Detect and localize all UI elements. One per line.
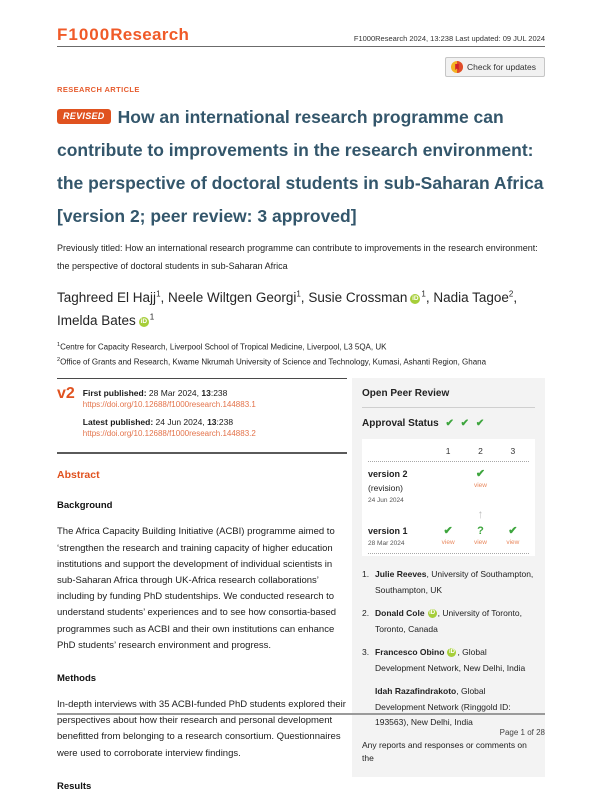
results-heading: Results (57, 780, 92, 792)
approve-check-icon: ✔ (475, 418, 485, 430)
reviewer-item: Idah Razafindrakoto, Global Development Network (Ringgold ID: 193563), New Delhi, India (375, 686, 511, 728)
reviewer-col-2: 2 (478, 446, 483, 457)
version-arrow-row (368, 504, 529, 526)
affiliation-ref: 1 (156, 289, 161, 298)
version-2-row (368, 469, 529, 504)
reviewer-column-headers (368, 446, 529, 461)
version-2-note: (revision) (368, 483, 403, 494)
version-tag: v2 (57, 385, 75, 403)
reviewer-name[interactable]: Idah Razafindrakoto (375, 686, 457, 697)
crossmark-icon (451, 61, 463, 73)
latest-published: Latest published: 24 Jun 2024, 13:238 https://doi.org/10.12688/f1000research.144883.2 (82, 417, 256, 439)
orcid-icon[interactable]: iD (140, 318, 148, 325)
approval-status: Approval Status ✔ ✔ ✔ (362, 418, 485, 430)
publication-dates (83, 387, 256, 445)
logo-f1000: F1000 (57, 25, 111, 44)
author[interactable]: Taghreed El Hajj$^1$, (57, 289, 169, 305)
methods-heading: Methods (57, 672, 97, 684)
article-type: RESEARCH ARTICLE (57, 85, 140, 94)
version-1-date: 28 Mar 2024 (368, 540, 405, 548)
question-mark-icon: ? (477, 525, 484, 538)
peer-review-footnote: Any reports and responses or comments on the (362, 739, 527, 763)
reviewer-col-1: 1 (445, 446, 451, 457)
approve-check-icon: ✔ (445, 418, 454, 430)
reviewer-name[interactable]: Julie Reeves (375, 569, 427, 580)
reviewer-name[interactable]: Donald Cole (375, 608, 425, 619)
check-for-updates-label: Check for updates (467, 62, 536, 72)
citation-line: F1000Research 2024, 13:238 Last updated: 09 JUL 2024 (353, 34, 545, 43)
abstract-heading: Abstract (57, 469, 100, 482)
author-list (57, 284, 545, 331)
divider (368, 553, 529, 554)
view-report-link[interactable]: view (441, 539, 455, 547)
approve-check-icon: ✔ (475, 468, 486, 481)
view-report-link[interactable]: view (473, 482, 487, 490)
affiliations (57, 341, 545, 366)
background-heading: Background (57, 500, 113, 512)
author[interactable]: Nadia Tagoe$^2$, (433, 289, 518, 305)
revised-badge: REVISED (57, 109, 111, 124)
reviewer-item: 2. Donald Cole iD , University of Toronto, Toronto, Canada (362, 608, 523, 634)
approve-check-icon: ✔ (443, 525, 453, 538)
first-doi-link[interactable]: https://doi.org/10.12688/f1000research.144883.1 (82, 400, 256, 410)
article-title (57, 101, 545, 233)
reviewer-name[interactable]: Francesco Obino (375, 647, 445, 658)
peer-review-title: Open Peer Review (362, 388, 535, 408)
author[interactable]: Susie Crossman iD $^1$, (308, 289, 434, 305)
methods-text: In-depth interviews with 35 ACBI-funded PhD students explored their perspectives about how their research and personal development benefitted from belonging to a research consortium. Questionnaires were used to corroborate interview findings. (57, 698, 346, 759)
latest-doi-link[interactable]: https://doi.org/10.12688/f1000research.144883.2 (82, 429, 256, 439)
approve-check-icon: ✔ (508, 525, 518, 538)
affiliation-ref: 1 (149, 312, 155, 322)
view-report-link[interactable]: view (506, 539, 520, 547)
first-published: First published: 28 Mar 2024, 13:238 https://doi.org/10.12688/f1000research.144883.1 (82, 388, 256, 410)
orcid-icon[interactable]: iD (429, 610, 436, 617)
affiliation-2: $^2$Office of Grants and Research, Kwame Nkrumah University of Science and Technology, Kumasi, Ashanti Region, Ghana (57, 356, 487, 367)
affiliation-1: $^1$Centre for Capacity Research, Liverpool School of Tropical Medicine, Liverpool, L3 5QA, UK (57, 342, 387, 352)
affiliation-ref: 1 (421, 289, 426, 298)
reviewer-list (362, 567, 535, 731)
page-footer (57, 713, 545, 737)
orcid-icon[interactable]: iD (448, 649, 455, 656)
publication-block (57, 378, 347, 454)
previously-titled: Previously titled: How an international research programme can contribute to improvements in the research environment: the perspective of doctoral students in sub-Saharan Africa (57, 243, 538, 271)
author[interactable]: Neele Wiltgen Georgi$^1$, (168, 289, 309, 305)
logo-research: Research (110, 25, 190, 44)
affiliation-ref: 1 (296, 289, 301, 298)
background-text: The Africa Capacity Building Initiative (ACBI) programme aimed to ‘strengthen the research and training capacity of higher education institutions and support the development of individual scientists in sub-Saharan Africa through UK-Africa research collaborations’ including by funding PhD studentships. We conducted research to understand students’ experiences and to see how consortia-based programmes such as ACBI and their own institutions can enhance PhD students’ research environment and progress. (57, 526, 337, 651)
version-1-row (368, 526, 529, 547)
header (57, 26, 545, 47)
affiliation-ref: 2 (508, 289, 514, 298)
version-2-date: 24 Jun 2024 (368, 497, 404, 505)
updates-row (57, 57, 545, 77)
view-report-link[interactable]: view (473, 539, 487, 547)
version-1-label: version 1 (368, 526, 408, 537)
author[interactable]: Imelda Bates iD $^1$ (57, 312, 155, 328)
version-up-arrow-icon: ↑ (477, 507, 484, 522)
review-version-table (362, 439, 535, 556)
article-title-text: How an international research programme can contribute to improvements in the research environment: the perspective of doctoral students in sub-Saharan Africa [version 2; peer review: 3 approved] (57, 107, 544, 226)
page-number: Page 1 of 28 (499, 728, 545, 737)
orcid-icon[interactable]: iD (412, 294, 419, 302)
f1000research-logo[interactable] (57, 26, 189, 43)
approve-check-icon: ✔ (460, 418, 470, 430)
check-for-updates-button[interactable] (445, 57, 545, 77)
reviewer-item: 3. Francesco Obino iD , Global Development Network, New Delhi, India (362, 647, 526, 673)
reviewer-col-3: 3 (510, 446, 516, 457)
divider (368, 461, 529, 462)
reviewer-item: 1. Julie Reeves, University of Southampton, Southampton, UK (362, 569, 534, 595)
version-2-label: version 2 (368, 469, 408, 480)
